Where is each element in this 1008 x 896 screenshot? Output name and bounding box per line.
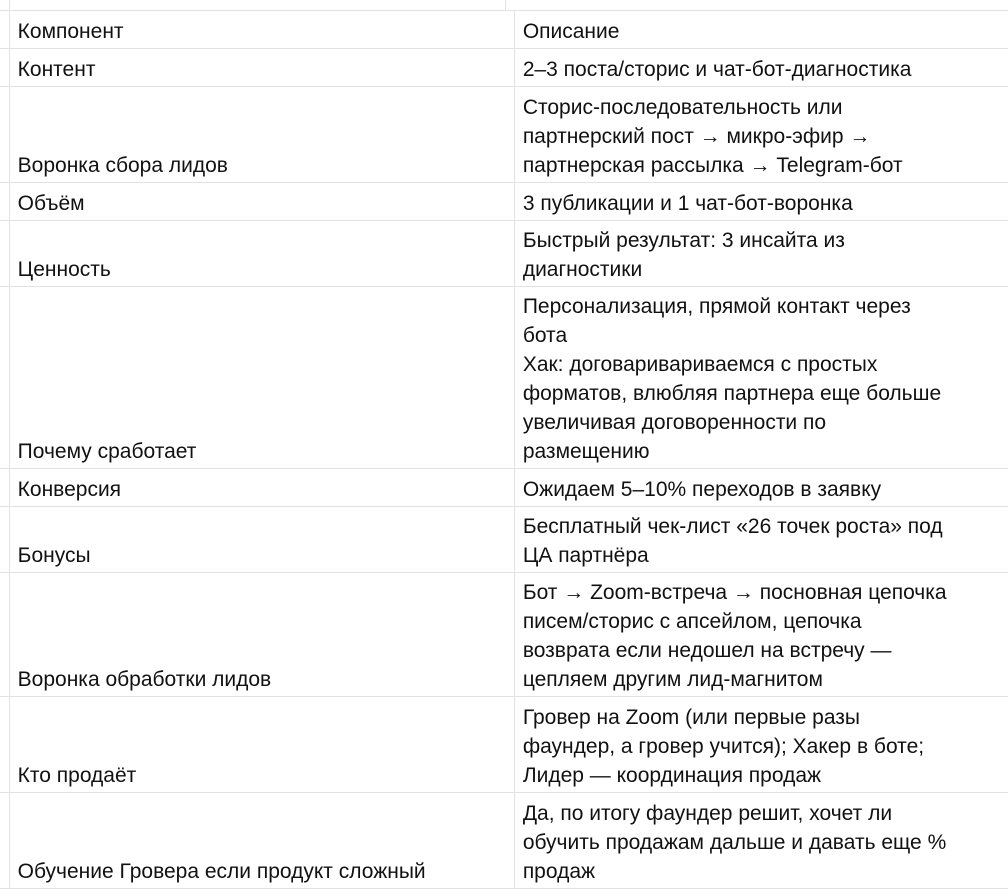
cell-description[interactable]: Да, по итогу фаундер решит, хочет ли обучить продажам дальше и давать еще % продаж [514,793,1008,889]
component-table [0,10,1008,889]
cell-description[interactable]: 2–3 поста/сторис и чат-бот-диагностика [514,49,1008,87]
table-row [0,573,1008,697]
cell-component[interactable]: Почему сработает [9,287,514,469]
table-row [0,793,1008,889]
row-gutter [0,287,9,469]
row-gutter [0,87,9,183]
table-row [0,287,1008,469]
row-gutter [0,183,9,221]
cell-component[interactable]: Конверсия [9,469,514,507]
cell-description[interactable]: Быстрый результат: 3 инсайта из диагностики [514,221,1008,287]
row-gutter [0,221,9,287]
header-row [0,11,1008,49]
table-row [0,507,1008,573]
row-gutter [0,793,9,889]
cell-component[interactable]: Воронка обработки лидов [9,573,514,697]
cell-description[interactable]: Бот → Zoom-встреча → посновная цепочка писем/сторис с апсейлом, цепочка возврата если недошел на встречу — цепляем другим лид-магнитом [514,573,1008,697]
cell-component[interactable]: Кто продаёт [9,697,514,793]
cell-component[interactable]: Обучение Гровера если продукт сложный [9,793,514,889]
cell-component[interactable]: Ценность [9,221,514,287]
table-row [0,49,1008,87]
table-row [0,697,1008,793]
table-row [0,183,1008,221]
row-gutter [0,49,9,87]
cell-description[interactable]: 3 публикации и 1 чат-бот-воронка [514,183,1008,221]
cell-header-description[interactable]: Описание [514,11,1008,49]
cell-component[interactable]: Воронка сбора лидов [9,87,514,183]
cell-header-component[interactable]: Компонент [9,11,514,49]
table-row [0,87,1008,183]
cell-description[interactable]: Бесплатный чек-лист «26 точек роста» под ЦА партнёра [514,507,1008,573]
cell-component[interactable]: Бонусы [9,507,514,573]
row-gutter [0,573,9,697]
table-row [0,221,1008,287]
gridline [505,0,506,10]
row-gutter [0,11,9,49]
cell-description[interactable]: Ожидаем 5–10% переходов в заявку [514,469,1008,507]
row-gutter [0,469,9,507]
cell-component[interactable]: Объём [9,183,514,221]
table-row [0,469,1008,507]
cell-component[interactable]: Контент [9,49,514,87]
row-gutter [0,697,9,793]
row-gutter [0,507,9,573]
gridline [9,0,10,10]
cell-description[interactable]: Гровер на Zoom (или первые разы фаундер, а гровер учится); Хакер в боте; Лидер — координация продаж [514,697,1008,793]
cell-description[interactable]: Сторис-последовательность или партнерский пост → микро-эфир → партнерская рассылка → Telegram-бот [514,87,1008,183]
cell-description[interactable]: Персонализация, прямой контакт через бота Хак: договаривариваемся с простых форматов, влюбляя партнера еще больше увеличивая договоренности по размещению [514,287,1008,469]
